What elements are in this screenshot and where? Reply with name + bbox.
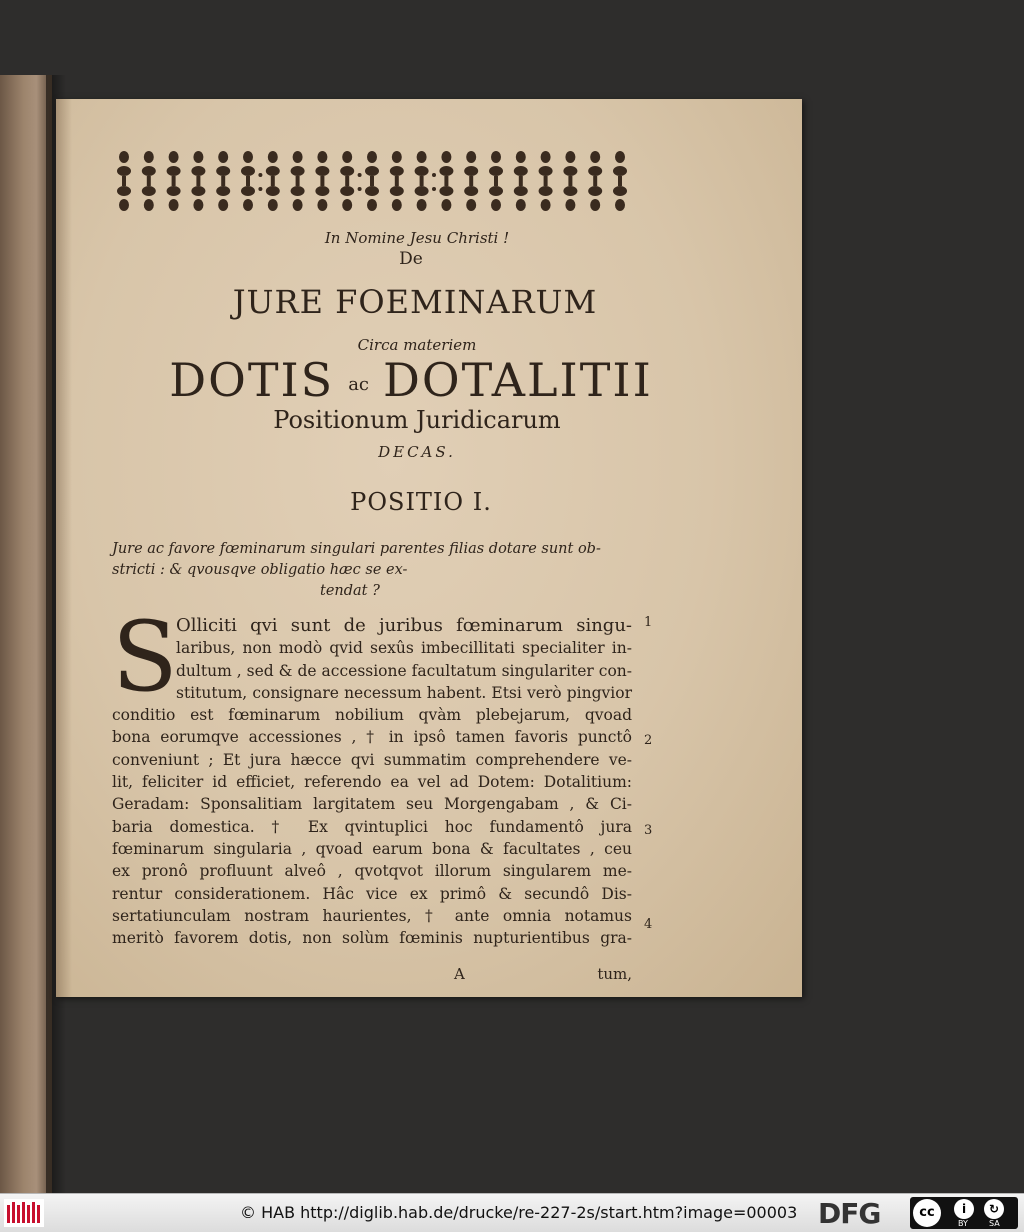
ornament-unit <box>565 199 575 211</box>
ornament-unit <box>420 176 424 186</box>
ornament-unit <box>439 186 453 196</box>
ornament-unit <box>172 176 176 186</box>
body-line: conditio est fœminarum nobilium qvàm plebejarum, qvoad <box>112 706 632 725</box>
ornament-unit <box>464 186 478 196</box>
body-line: conveniunt ; Et jura hæcce qvi summatim comprehendere ve- <box>112 750 632 769</box>
body-line: dultum , sed & de accessione facultatum singulariter con- <box>176 661 632 680</box>
ornament-unit <box>317 199 327 211</box>
ornament-unit <box>340 166 354 176</box>
section-question <box>112 539 642 602</box>
ornament-unit <box>392 151 402 163</box>
ornament-unit <box>243 199 253 211</box>
body-line: lit, feliciter id efficiet, referendo ea vel ad Dotem: Dotalitium: <box>112 773 632 792</box>
title-ac: ac <box>348 373 370 395</box>
dfg-logo[interactable]: DFG <box>818 1197 881 1230</box>
ornament-unit <box>565 151 575 163</box>
ornament-unit <box>590 151 600 163</box>
question-line: tendat ? <box>320 583 380 599</box>
question-line: stricti : & qvousqve obligatio hæc se ex- <box>112 562 408 578</box>
ornament-unit <box>466 151 476 163</box>
title-decas: DECAS. <box>378 443 456 461</box>
ornament-unit <box>494 176 498 186</box>
ornament-unit <box>271 176 275 186</box>
ornament-unit <box>390 186 404 196</box>
body-text <box>112 615 632 949</box>
ornament-unit <box>268 151 278 163</box>
ornament-unit <box>390 166 404 176</box>
ornament-unit <box>514 186 528 196</box>
body-line: meritò favorem dotis, non solùm fœminis nupturientibus gra- <box>112 929 632 948</box>
ornament-dot <box>358 173 362 177</box>
ornament-unit <box>193 199 203 211</box>
title-dotis: DOTIS <box>169 353 335 407</box>
ornament-unit <box>415 186 429 196</box>
ornament-unit <box>221 176 225 186</box>
ornament-unit <box>367 199 377 211</box>
body-line: Geradam: Sponsalitiam largitatem seu Morgengabam , & Ci- <box>112 795 632 814</box>
ornament-dot <box>432 187 436 191</box>
ornament-unit <box>444 176 448 186</box>
ornament-unit <box>514 166 528 176</box>
ornament-unit <box>268 199 278 211</box>
ornament-unit <box>169 199 179 211</box>
ornament-unit <box>119 151 129 163</box>
ornament-unit <box>516 199 526 211</box>
title-line-3: Positionum Juridicarum <box>273 406 561 434</box>
body-line: stitutum, consignare necessum habent. Etsi verò pingvior <box>176 683 632 702</box>
ornament-unit <box>117 166 131 176</box>
ornament-unit <box>293 151 303 163</box>
ornament-unit <box>117 186 131 196</box>
ornament-unit <box>466 199 476 211</box>
body-line: bona eorumqve accessiones , † in ipsô tamen favoris punctô <box>112 728 632 747</box>
ornament-unit <box>193 151 203 163</box>
sa-label: SA <box>989 1219 1000 1228</box>
ornament-unit <box>296 176 300 186</box>
ornament-unit <box>392 199 402 211</box>
ornament-unit <box>315 166 329 176</box>
cc-license-badge[interactable] <box>910 1197 1018 1229</box>
ornament-unit <box>593 176 597 186</box>
ornament-unit <box>216 166 230 176</box>
body-line: fœminarum singularia , qvoad earum bona & facultates , ceu <box>112 839 632 858</box>
body-line: baria domestica. † Ex qvintuplici hoc fundamentô jura <box>112 817 632 836</box>
ornament-unit <box>216 186 230 196</box>
by-label: BY <box>958 1219 968 1228</box>
ornament-unit <box>293 199 303 211</box>
ornament-unit <box>563 186 577 196</box>
catchword: tum, <box>597 965 632 983</box>
drop-cap: S <box>112 601 178 713</box>
ornament-unit <box>417 151 427 163</box>
ornament-unit <box>241 166 255 176</box>
ornament-unit <box>588 166 602 176</box>
ornament-unit <box>588 186 602 196</box>
ornament-unit <box>243 151 253 163</box>
ornament-unit <box>439 166 453 176</box>
ornament-unit <box>618 176 622 186</box>
ornament-unit <box>246 176 250 186</box>
ornament-dot <box>358 187 362 191</box>
body-line: laribus, non modò qvid sexûs imbecillitati specialiter in- <box>176 639 632 658</box>
ornament-unit <box>196 176 200 186</box>
title-de: De <box>399 249 423 269</box>
ornament-unit <box>489 166 503 176</box>
book-page <box>56 99 802 997</box>
question-line: Jure ac favore fœminarum singulari parentes filias dotare sunt ob- <box>112 541 601 557</box>
ornament-unit <box>147 176 151 186</box>
body-line: rentur considerationem. Hâc vice ex primô & secundô Dis- <box>112 884 632 903</box>
ornament-unit <box>291 186 305 196</box>
ornament-unit <box>441 199 451 211</box>
ornament-unit <box>191 186 205 196</box>
share-alike-icon: ↻ <box>984 1199 1004 1219</box>
ornament-unit <box>417 199 427 211</box>
ornament-unit <box>370 176 374 186</box>
ornament-unit <box>218 151 228 163</box>
marginal-number: 4 <box>644 917 653 932</box>
ornament-unit <box>291 166 305 176</box>
ornament-dot <box>258 173 262 177</box>
invocation: In Nomine Jesu Christi ! <box>324 229 510 247</box>
title-circa: Circa materiem <box>357 336 477 354</box>
ornament-unit <box>367 151 377 163</box>
ornament-unit <box>469 176 473 186</box>
ornament-unit <box>615 199 625 211</box>
ornament-unit <box>169 151 179 163</box>
ornament-unit <box>320 176 324 186</box>
ornament-unit <box>519 176 523 186</box>
ornament-unit <box>365 186 379 196</box>
creative-commons-icon: cc <box>913 1199 941 1227</box>
ornament-unit <box>142 166 156 176</box>
ornament-unit <box>563 166 577 176</box>
ornament-unit <box>167 186 181 196</box>
ornament-unit <box>167 166 181 176</box>
ornament-unit <box>516 151 526 163</box>
ornament-unit <box>441 151 451 163</box>
body-line: Olliciti qvi sunt de juribus fœminarum singu- <box>176 615 632 636</box>
footer-bar <box>0 1193 1024 1232</box>
ornament-unit <box>315 186 329 196</box>
marginal-number: 1 <box>644 615 653 630</box>
ornament-unit <box>615 151 625 163</box>
ornament-unit <box>142 186 156 196</box>
signature-mark: A <box>454 965 465 983</box>
printers-ornament-border <box>114 149 634 215</box>
ornament-unit <box>491 199 501 211</box>
ornament-unit <box>613 186 627 196</box>
ornament-unit <box>613 166 627 176</box>
ornament-dot <box>258 187 262 191</box>
ornament-unit <box>266 166 280 176</box>
ornament-unit <box>119 199 129 211</box>
title-line-1: JURE FOEMINARUM <box>232 283 598 321</box>
ornament-unit <box>241 186 255 196</box>
body-line: ex pronô profluunt alveô , qvotqvot illorum singularem me- <box>112 862 632 881</box>
ornament-unit <box>342 199 352 211</box>
ornament-unit <box>541 199 551 211</box>
marginal-number: 2 <box>644 733 653 748</box>
ornament-dot <box>432 173 436 177</box>
ornament-unit <box>191 166 205 176</box>
ornament-unit <box>144 151 154 163</box>
ornament-unit <box>541 151 551 163</box>
ornament-unit <box>491 151 501 163</box>
ornament-unit <box>539 166 553 176</box>
ornament-unit <box>345 176 349 186</box>
ornament-unit <box>464 166 478 176</box>
ornament-unit <box>415 166 429 176</box>
ornament-unit <box>266 186 280 196</box>
title-dotalitii: DOTALITII <box>383 353 653 407</box>
ornament-unit <box>317 151 327 163</box>
body-line: sertatiunculam nostram haurientes, † ante omnia notamus <box>112 906 632 925</box>
ornament-unit <box>218 199 228 211</box>
ornament-unit <box>144 199 154 211</box>
ornament-unit <box>590 199 600 211</box>
ornament-unit <box>539 186 553 196</box>
ornament-unit <box>340 186 354 196</box>
ornament-unit <box>544 176 548 186</box>
section-heading: POSITIO I. <box>350 488 492 516</box>
ornament-unit <box>395 176 399 186</box>
source-url[interactable]: © HAB http://diglib.hab.de/drucke/re-227-2s/start.htm?image=00003 <box>240 1203 798 1222</box>
ornament-unit <box>365 166 379 176</box>
ornament-unit <box>489 186 503 196</box>
attribution-icon: i <box>954 1199 974 1219</box>
ornament-unit <box>342 151 352 163</box>
ornament-unit <box>122 176 126 186</box>
title-line-2 <box>38 353 784 407</box>
marginal-number: 3 <box>644 823 653 838</box>
ornament-unit <box>568 176 572 186</box>
hab-logo-icon[interactable] <box>4 1199 44 1227</box>
